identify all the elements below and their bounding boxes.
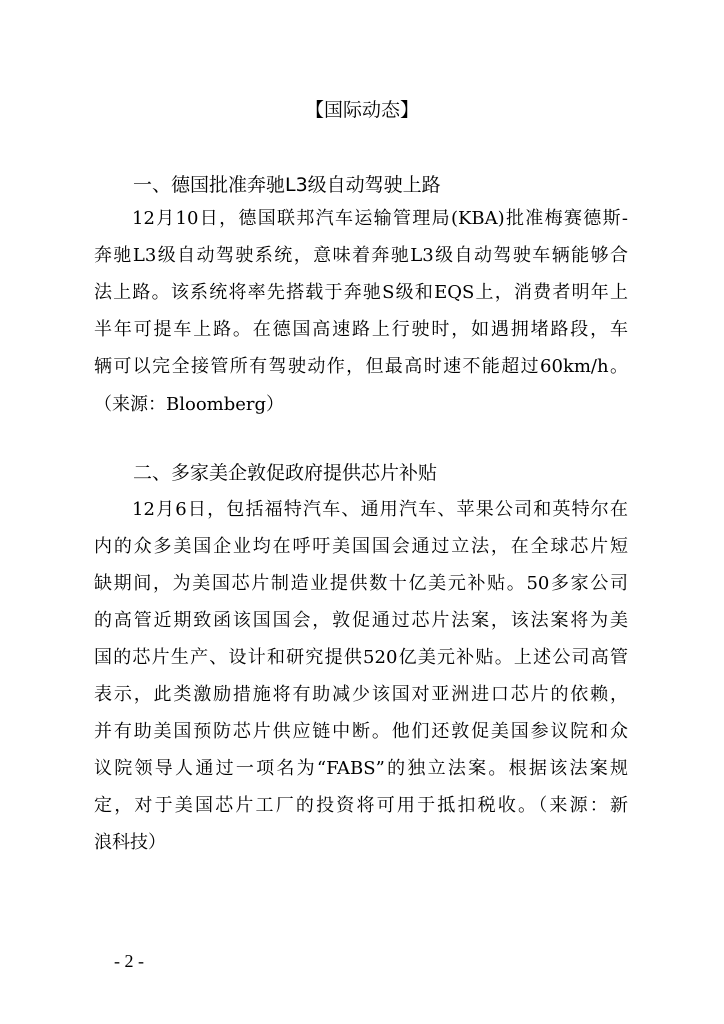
section-title: 【国际动态】: [304, 99, 419, 121]
article-2-line-1: 12月6日，包括福特汽车、通用汽车、苹果公司和英特尔在: [132, 499, 628, 520]
article-1-line-4: 半年可提车上路。在德国高速路上行驶时，如遇拥堵路段，车: [94, 319, 628, 340]
article-1-line-6: （来源：Bloomberg）: [94, 394, 285, 415]
article-1-line-1: 12月10日，德国联邦汽车运输管理局(KBA)批准梅赛德斯-: [132, 208, 628, 229]
article-2-line-8: 议院领导人通过一项名为“FABS”的独立法案。根据该法案规: [94, 758, 628, 779]
article-2-line-9: 定，对于美国芯片工厂的投资将可用于抵扣税收。（来源：新: [94, 795, 628, 816]
article-2-line-5: 国的芯片生产、设计和研究提供520亿美元补贴。上述公司高管: [94, 647, 628, 668]
article-2-heading: 二、多家美企敦促政府提供芯片补贴: [133, 462, 438, 484]
page-number: - 2 -: [114, 951, 144, 971]
article-2-line-7: 并有助美国预防芯片供应链中断。他们还敦促美国参议院和众: [94, 721, 628, 742]
article-2-line-4: 的高管近期致函该国国会，敦促通过芯片法案，该法案将为美: [94, 610, 628, 631]
article-1-line-3: 法上路。该系统将率先搭载于奔驰S级和EQS上，消费者明年上: [94, 282, 628, 303]
article-2-line-6: 表示，此类激励措施将有助减少该国对亚洲进口芯片的依赖，: [94, 684, 628, 705]
article-1-heading: 一、德国批准奔驰L3级自动驾驶上路: [133, 174, 441, 196]
article-2-line-10: 浪科技）: [94, 832, 166, 853]
article-2-line-2: 内的众多美国企业均在呼吁美国国会通过立法，在全球芯片短: [94, 536, 628, 557]
article-1-line-2: 奔驰L3级自动驾驶系统，意味着奔驰L3级自动驾驶车辆能够合: [94, 245, 628, 266]
article-2-line-3: 缺期间，为美国芯片制造业提供数十亿美元补贴。50多家公司: [94, 573, 628, 594]
article-1-line-5: 辆可以完全接管所有驾驶动作，但最高时速不能超过60km/h。: [94, 356, 628, 377]
